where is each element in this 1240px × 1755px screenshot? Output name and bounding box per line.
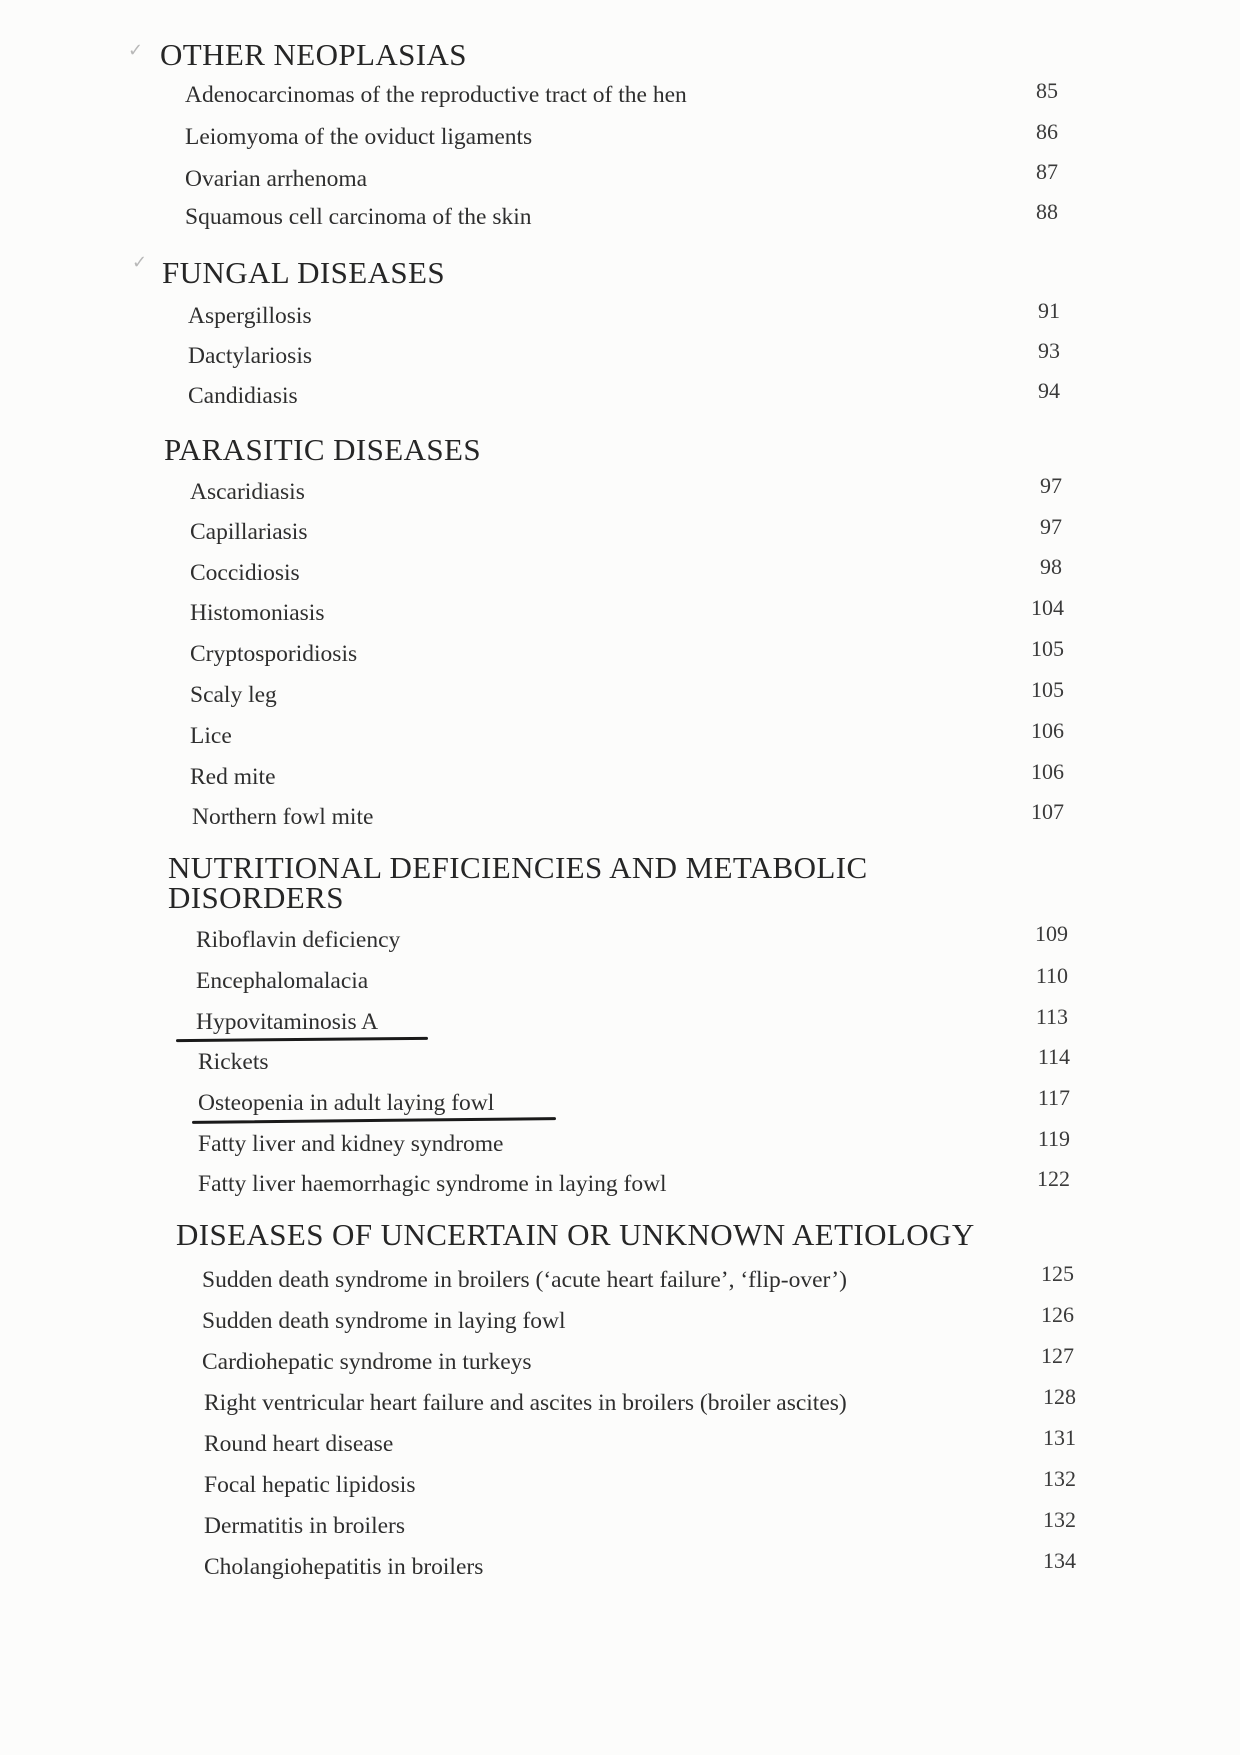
- entry-page: 93: [1038, 338, 1060, 363]
- entry-page: 86: [1036, 119, 1058, 144]
- entry-title: Dermatitis in broilers: [204, 1513, 406, 1539]
- section-title-uncertain-aetiology: DISEASES OF UNCERTAIN OR UNKNOWN AETIOLOGY: [176, 1217, 975, 1252]
- entry-title: Adenocarcinomas of the reproductive tract of the hen: [185, 82, 687, 108]
- entry-title: Cardiohepatic syndrome in turkeys: [202, 1349, 532, 1375]
- entry-page: 97: [1040, 473, 1062, 498]
- entry-page: 94: [1038, 378, 1060, 403]
- entry-page: 97: [1040, 514, 1062, 539]
- entry-title: Northern fowl mite: [192, 804, 374, 830]
- entry-page: 109: [1035, 921, 1068, 946]
- entry-title: Encephalomalacia: [196, 968, 369, 994]
- entry-page: 127: [1041, 1343, 1074, 1368]
- section-title-other-neoplasias: OTHER NEOPLASIAS: [160, 37, 467, 72]
- entry-page: 128: [1043, 1384, 1076, 1409]
- entry-page: 104: [1031, 595, 1064, 620]
- entry-title: Sudden death syndrome in broilers (‘acute heart failure’, ‘flip-over’): [202, 1267, 847, 1293]
- entry-title: Hypovitaminosis A: [196, 1009, 379, 1035]
- ink-underline: [192, 1117, 556, 1124]
- entry-title: Rickets: [198, 1049, 269, 1075]
- section-title-nutritional-deficiencies: NUTRITIONAL DEFICIENCIES AND METABOLIC DISORDERS: [168, 850, 868, 915]
- entry-title: Fatty liver haemorrhagic syndrome in laying fowl: [198, 1171, 667, 1197]
- entry-title: Osteopenia in adult laying fowl: [198, 1090, 495, 1116]
- entry-title: Ovarian arrhenoma: [185, 166, 368, 192]
- entry-title: Coccidiosis: [190, 560, 300, 586]
- entry-title: Fatty liver and kidney syndrome: [198, 1131, 504, 1157]
- entry-page: 125: [1041, 1261, 1074, 1286]
- entry-page: 119: [1037, 1126, 1070, 1151]
- entry-page: 114: [1037, 1044, 1070, 1069]
- section-title-fungal-diseases: FUNGAL DISEASES: [162, 255, 446, 290]
- entry-page: 87: [1036, 159, 1058, 184]
- entry-title: Round heart disease: [204, 1431, 394, 1457]
- entry-page: 106: [1031, 718, 1064, 743]
- entry-page: 110: [1035, 963, 1068, 988]
- pencil-tick-icon: ✓: [128, 40, 144, 61]
- entry-title: Histomoniasis: [190, 600, 325, 626]
- entry-title: Right ventricular heart failure and ascites in broilers (broiler ascites): [204, 1390, 847, 1416]
- entry-page: 134: [1043, 1548, 1076, 1573]
- entry-page: 105: [1031, 636, 1064, 661]
- entry-page: 122: [1037, 1166, 1070, 1191]
- pencil-tick-icon: ✓: [132, 252, 148, 273]
- entry-title: Capillariasis: [190, 519, 308, 545]
- entry-page: 98: [1040, 554, 1062, 579]
- entry-page: 113: [1035, 1004, 1068, 1029]
- entry-page: 132: [1043, 1466, 1076, 1491]
- entry-page: 85: [1036, 78, 1058, 103]
- ink-underline: [176, 1037, 428, 1042]
- section-title-parasitic-diseases: PARASITIC DISEASES: [164, 432, 481, 467]
- entry-page: 131: [1043, 1425, 1076, 1450]
- entry-page: 105: [1031, 677, 1064, 702]
- entry-title: Focal hepatic lipidosis: [204, 1472, 416, 1498]
- entry-title: Dactylariosis: [188, 343, 312, 369]
- entry-page: 106: [1031, 759, 1064, 784]
- entry-title: Ascaridiasis: [190, 479, 305, 505]
- entry-title: Squamous cell carcinoma of the skin: [185, 204, 532, 230]
- entry-title: Riboflavin deficiency: [196, 927, 401, 953]
- entry-page: 107: [1031, 799, 1064, 824]
- entry-title: Scaly leg: [190, 682, 277, 708]
- entry-title: Lice: [190, 723, 232, 749]
- entry-title: Leiomyoma of the oviduct ligaments: [185, 124, 533, 150]
- entry-title: Sudden death syndrome in laying fowl: [202, 1308, 566, 1334]
- entry-title: Candidiasis: [188, 383, 298, 409]
- entry-title: Red mite: [190, 764, 276, 790]
- entry-page: 117: [1037, 1085, 1070, 1110]
- entry-page: 91: [1038, 298, 1060, 323]
- entry-page: 126: [1041, 1302, 1074, 1327]
- entry-title: Cryptosporidiosis: [190, 641, 358, 667]
- entry-title: Aspergillosis: [188, 303, 312, 329]
- entry-title: Cholangiohepatitis in broilers: [204, 1554, 484, 1580]
- entry-page: 88: [1036, 199, 1058, 224]
- entry-page: 132: [1043, 1507, 1076, 1532]
